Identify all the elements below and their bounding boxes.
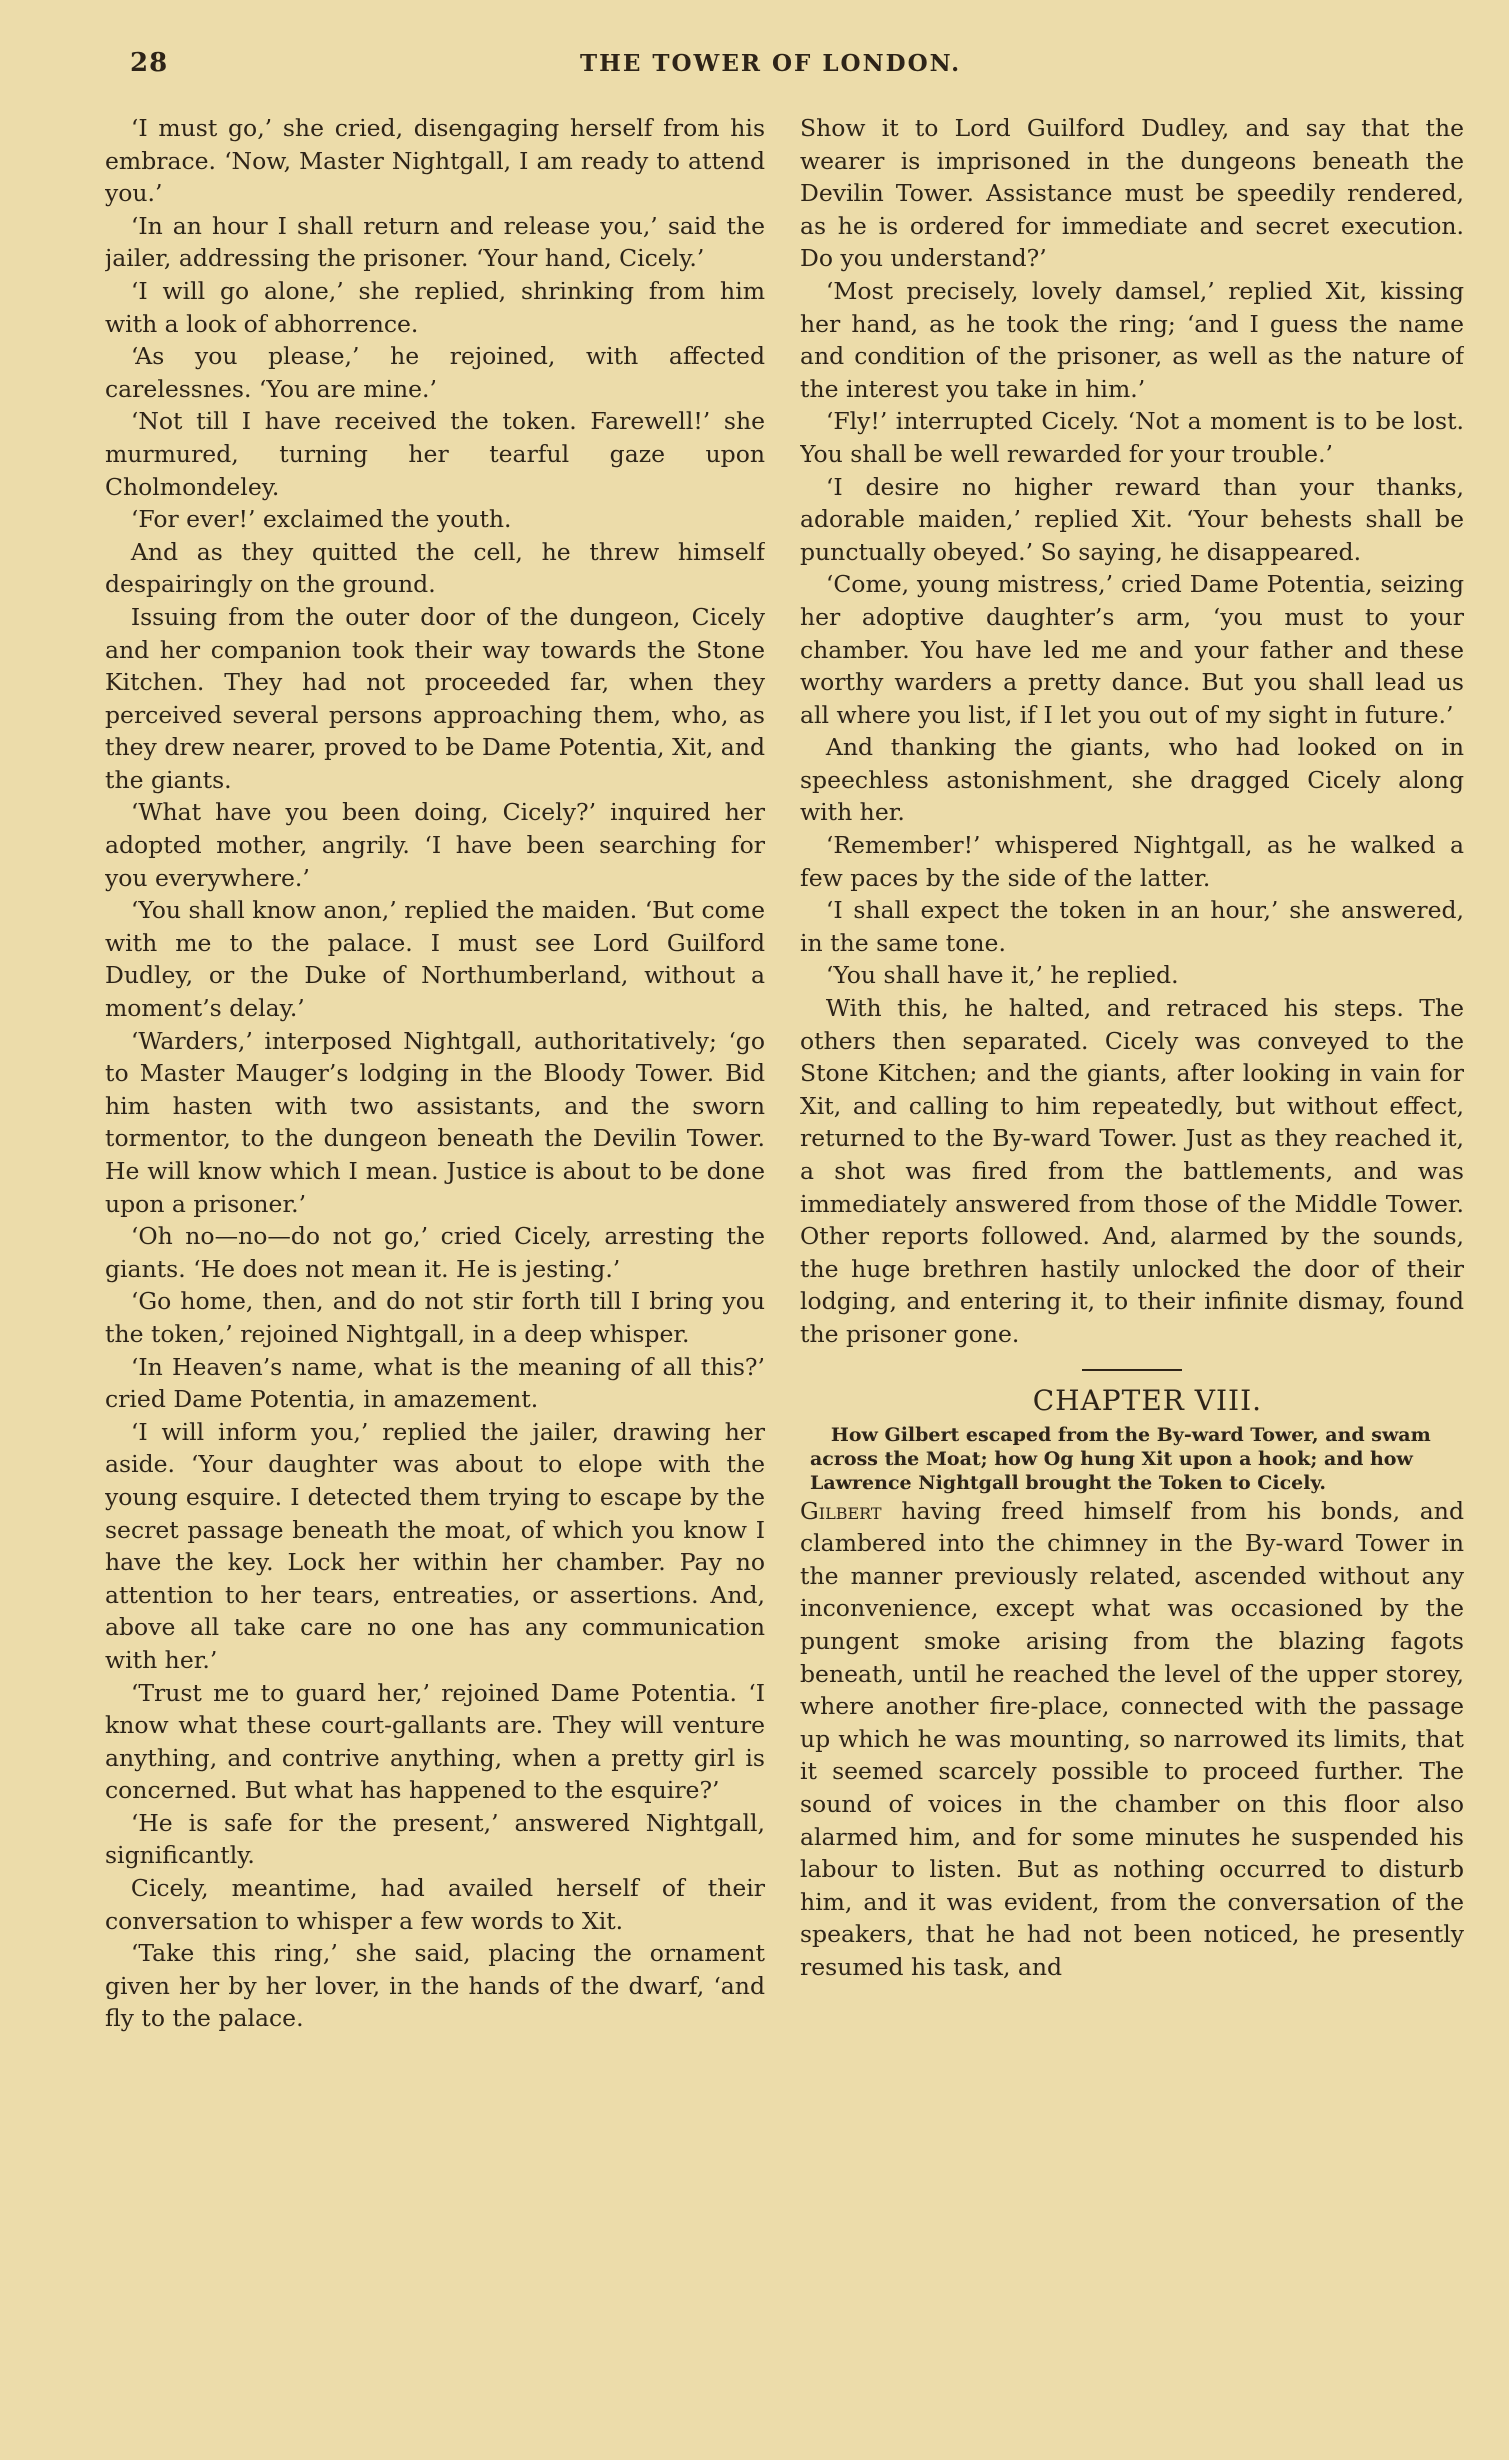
- chapter-heading: CHAPTER VIII.: [1032, 1383, 1263, 1417]
- paragraph: ‘I will go alone,’ she replied, shrinking from him with a look of abhorrence.: [105, 276, 765, 338]
- paragraph: ‘You shall have it,’ he replied.: [825, 961, 1179, 990]
- paragraph: ‘I must go,’ she cried, disengaging herself from his embrace. ‘Now, Master Nightgall, I am ready to attend you.’: [105, 114, 765, 208]
- paragraph: ‘Most precisely, lovely damsel,’ replied Xit, kissing her hand, as he took the ring; ‘and I guess the name and condition of the prisoner, as well as the nature of the interest you take in him.’: [800, 276, 1464, 403]
- paragraph: ‘As you please,’ he rejoined, with affected carelessnes. ‘You are mine.’: [105, 342, 765, 403]
- paragraph: ‘Warders,’ interposed Nightgall, authoritatively; ‘go to Master Mauger’s lodging in the Bloody Tower. Bid him hasten with two assistants, and the sworn tormentor, to the dungeon beneath the Devilin Tower. He will know which I mean. Justice is about to be done upon a prisoner.’: [105, 1026, 765, 1218]
- paragraph: ‘I will inform you,’ replied the jailer, drawing her aside. ‘Your daughter was about to elope with the young esquire. I detected them trying to escape by the secret passage beneath the moat, of which you know I have the key. Lock her within her chamber. Pay no attention to her tears, entreaties, or assertions. And, above all take care no one has any communication with her.’: [105, 1417, 765, 1674]
- paragraph: Cicely, meantime, had availed herself of their conversation to whisper a few words to Xit.: [105, 1874, 765, 1935]
- paragraph: ‘Take this ring,’ she said, placing the ornament given her by her lover, in the hands of the dwarf, ‘and fly to the palace.: [105, 1939, 765, 2033]
- chapter-opening-word: Gilbert: [800, 1496, 882, 1525]
- paragraph: Issuing from the outer door of the dungeon, Cicely and her companion took their way towards the Stone Kitchen. They had not proceeded far, when they perceived several persons approaching them, who, as they drew nearer, proved to be Dame Potentia, Xit, and the giants.: [105, 602, 765, 794]
- paragraph: ‘Not till I have received the token. Farewell!’ she murmured, turning her tearful gaze upon Cholmondeley.: [105, 407, 765, 501]
- running-head: [130, 40, 1470, 90]
- paragraph: And thanking the giants, who had looked on in speechless astonishment, she dragged Cicely along with her.: [800, 733, 1464, 827]
- paragraph: ‘What have you been doing, Cicely?’ inquired her adopted mother, angrily. ‘I have been searching for you everywhere.’: [105, 798, 765, 892]
- paragraph: ‘I shall expect the token in an hour,’ she answered, in the same tone.: [800, 896, 1464, 957]
- chapter-synopsis: How Gilbert escaped from the By-ward Tower, and swam across the Moat; how Og hung Xit upon a hook; and how Lawrence Nightgall brought the Token to Cicely.: [810, 1423, 1431, 1494]
- right-column-paragraphs: [800, 112, 1464, 1351]
- paragraph: And as they quitted the cell, he threw himself despairingly on the ground.: [105, 537, 765, 599]
- paragraph: ‘He is safe for the present,’ answered Nightgall, significantly.: [105, 1808, 765, 1870]
- paragraph: ‘In an hour I shall return and release you,’ said the jailer, addressing the prisoner. ‘Your hand, Cicely.’: [105, 211, 765, 273]
- section-rule: [1082, 1369, 1182, 1371]
- paragraph: ‘For ever!’ exclaimed the youth.: [130, 505, 512, 534]
- page-number: 28: [130, 48, 169, 78]
- paragraph: ‘Oh no—no—do not go,’ cried Cicely, arresting the giants. ‘He does not mean it. He is jesting.’: [105, 1222, 765, 1283]
- paragraph: ‘Go home, then, and do not stir forth till I bring you the token,’ rejoined Nightgall, in a deep whisper.: [105, 1287, 765, 1348]
- chapter-opening-text: having freed himself from his bonds, and clambered into the chimney in the By-ward Tower in the manner previously related, ascended without any inconvenience, except what was occasioned by the pungent smoke arising from the blazing fagots beneath, until he reached the level of the upper storey, where another fire-place, connected with the passage up which he was mounting, so narrowed its limits, that it seemed scarcely possible to proceed further. The sound of voices in the chamber on this floor also alarmed him, and for some minutes he suspended his labour to listen. But as nothing occurred to disturb him, and it was evident, from the conversation of the speakers, that he had not been noticed, he presently resumed his task, and: [800, 1496, 1464, 1981]
- paragraph: With this, he halted, and retraced his steps. The others then separated. Cicely was conveyed to the Stone Kitchen; and the giants, after looking in vain for Xit, and calling to him repeatedly, but without effect, returned to the By-ward Tower. Just as they reached it, a shot was fired from the battlements, and was immediately answered from those of the Middle Tower. Other reports followed. And, alarmed by the sounds, the huge brethren hastily unlocked the door of their lodging, and entering it, to their infinite dismay, found the prisoner gone.: [800, 994, 1464, 1348]
- paragraph: ‘I desire no higher reward than your thanks, adorable maiden,’ replied Xit. ‘Your behests shall be punctually obeyed.’ So saying, he disappeared.: [800, 472, 1464, 566]
- running-title: THE TOWER OF LONDON.: [580, 50, 962, 77]
- paragraph: ‘Come, young mistress,’ cried Dame Potentia, seizing her adoptive daughter’s arm, ‘you must to your chamber. You have led me and your father and these worthy warders a pretty dance. But you shall lead us all where you list, if I let you out of my sight in future.’: [800, 570, 1464, 729]
- chapter-opening-paragraph: [800, 1495, 1464, 1984]
- paragraph: Show it to Lord Guilford Dudley, and say that the wearer is imprisoned in the dungeons beneath the Devilin Tower. Assistance must be speedily rendered, as he is ordered for immediate and secret execution. Do you understand?’: [800, 114, 1464, 273]
- paragraph: ‘Fly!’ interrupted Cicely. ‘Not a moment is to be lost. You shall be well rewarded for your trouble.’: [800, 407, 1464, 468]
- left-column: [105, 112, 765, 2442]
- paragraph: ‘Remember!’ whispered Nightgall, as he walked a few paces by the side of the latter.: [800, 831, 1464, 892]
- paragraph: ‘In Heaven’s name, what is the meaning of all this?’ cried Dame Potentia, in amazement.: [105, 1352, 765, 1414]
- paragraph: ‘Trust me to guard her,’ rejoined Dame Potentia. ‘I know what these court-gallants are. They will venture anything, and contrive anything, when a pretty girl is concerned. But what has happened to the esquire?’: [105, 1678, 765, 1805]
- right-column: [800, 112, 1464, 2442]
- paragraph: ‘You shall know anon,’ replied the maiden. ‘But come with me to the palace. I must see Lord Guilford Dudley, or the Duke of Northumberland, without a moment’s delay.’: [105, 896, 765, 1023]
